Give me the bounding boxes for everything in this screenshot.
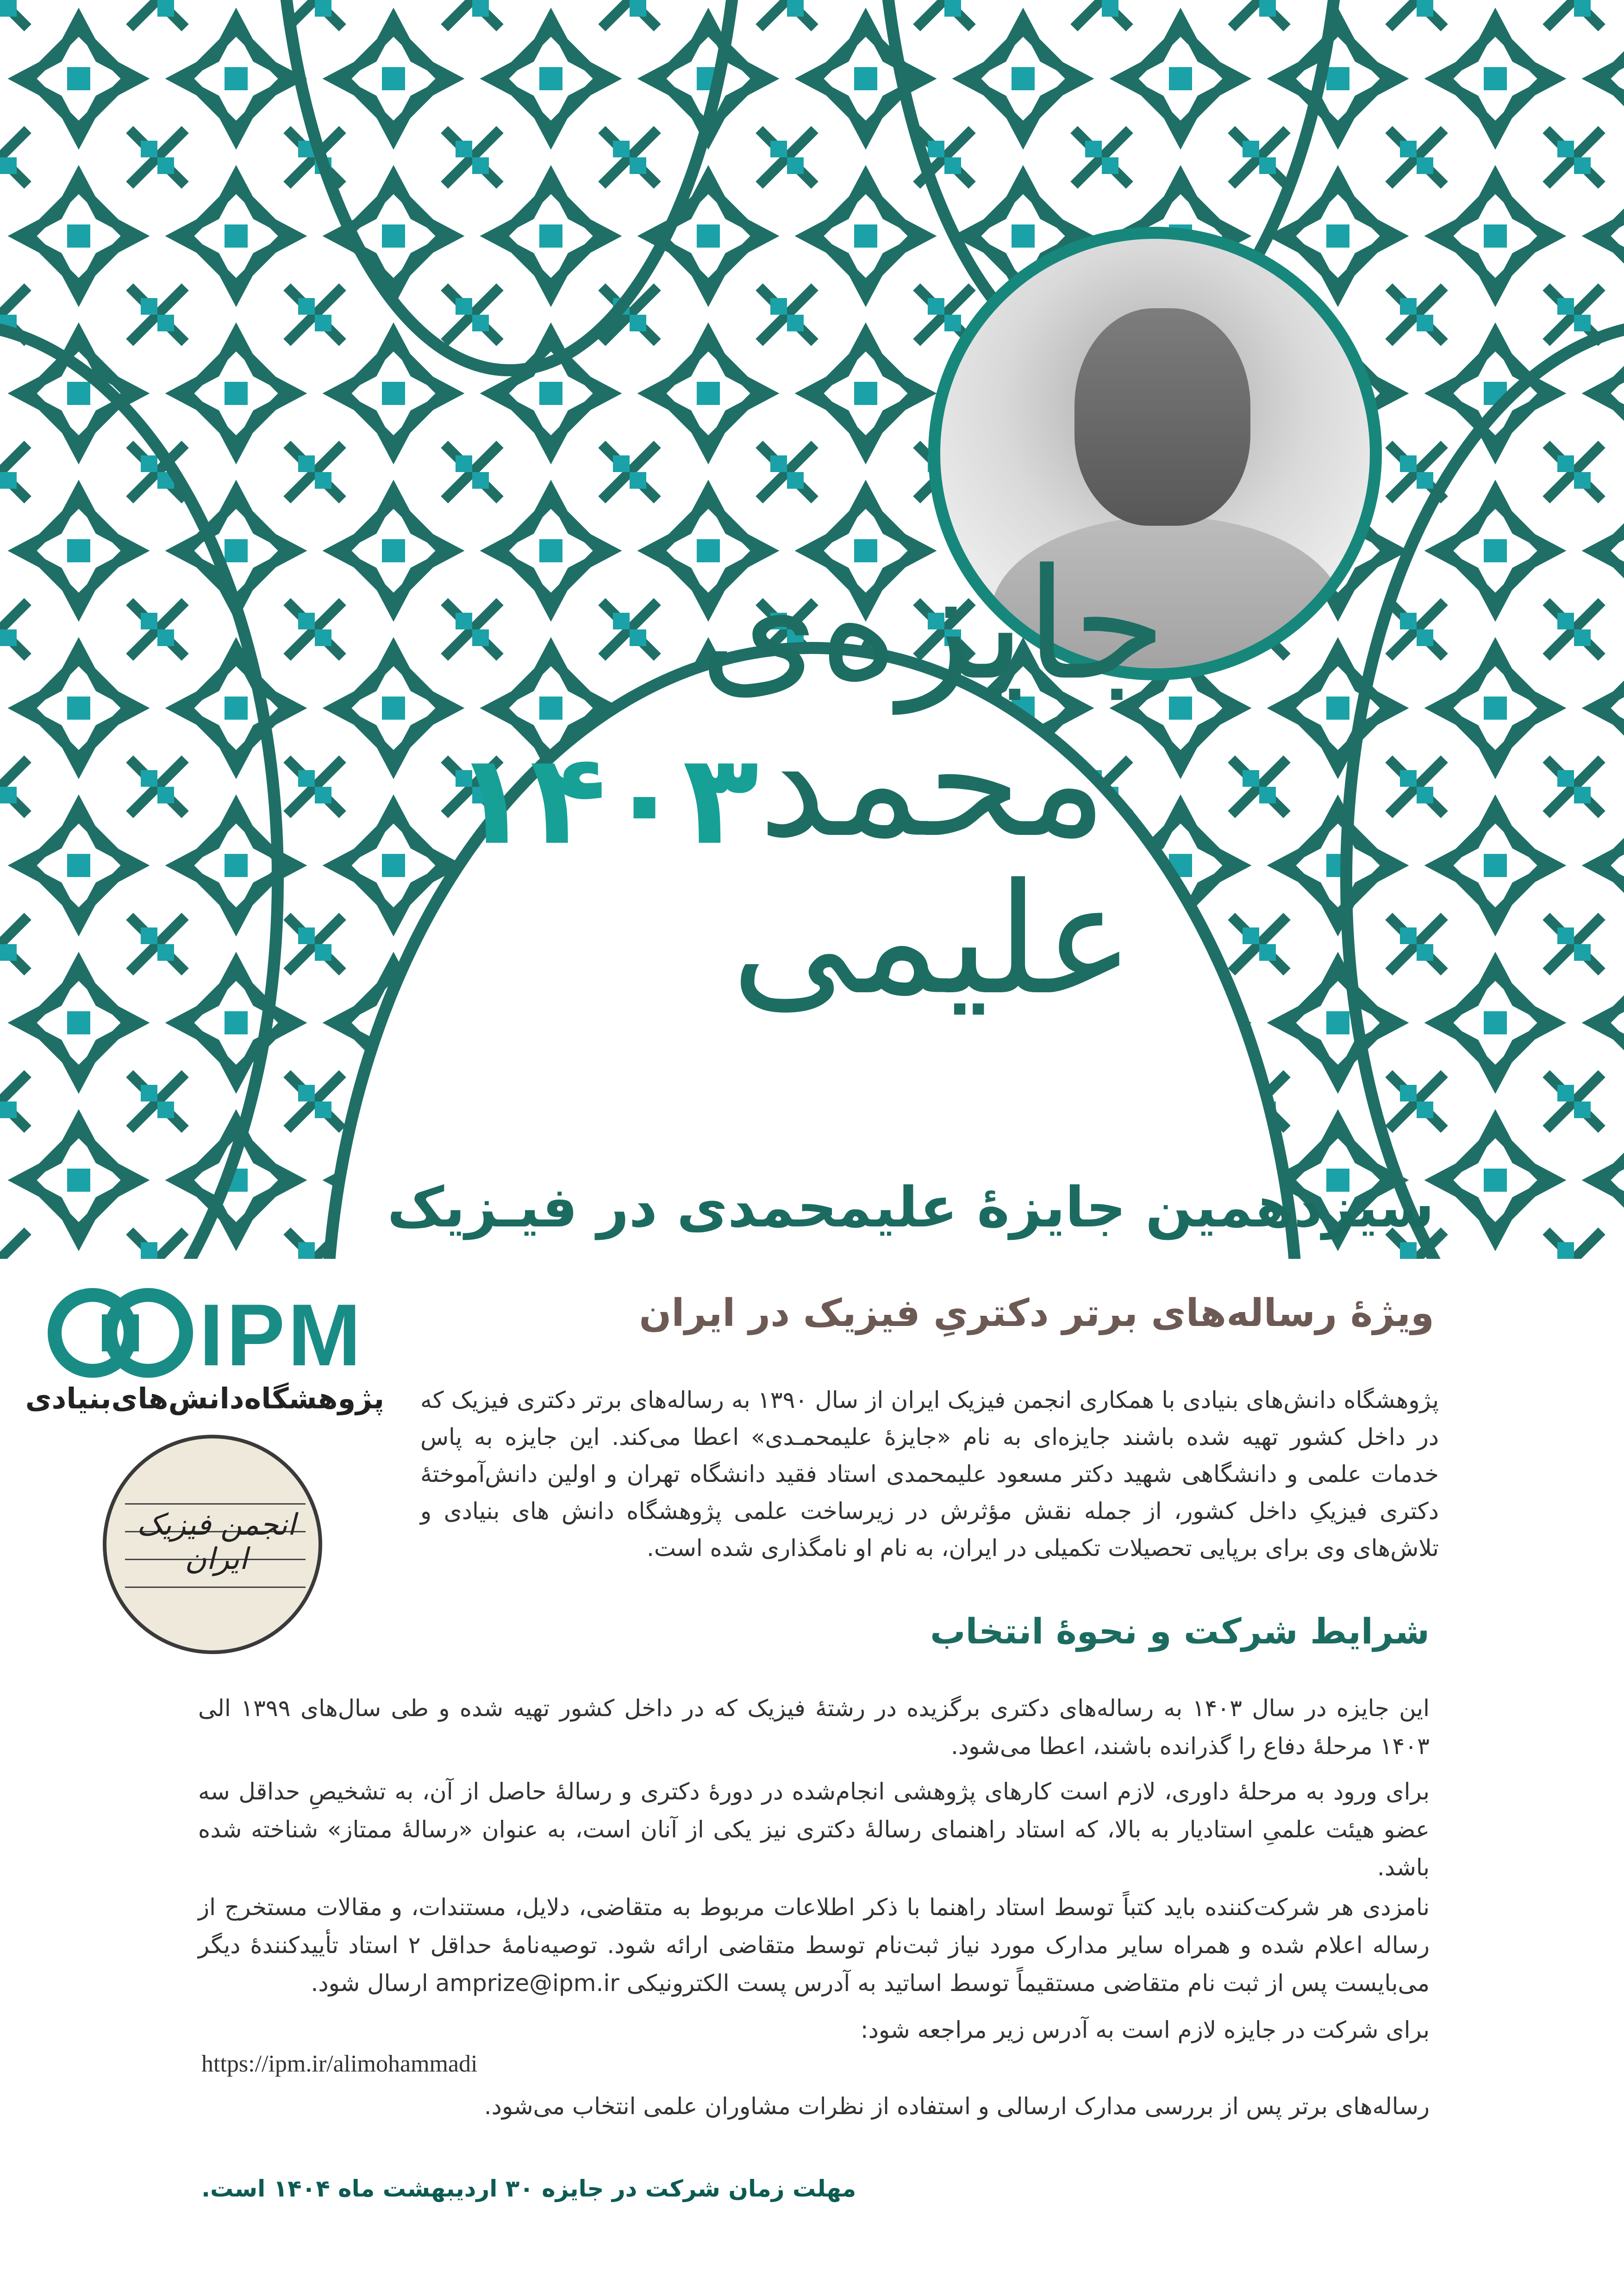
staff-line xyxy=(125,1503,306,1505)
page-title: سیزدهمین جایزهٔ علیمحمدی در فیـزیک xyxy=(387,1176,1434,1240)
portrait-face xyxy=(1074,308,1250,526)
condition-paragraph: این جایزه در سال ۱۴۰۳ به رساله‌های دکتری برگزیده در رشتهٔ فیزیک که در داخل کشور تهیه شده و طی سال‌های ۱۳۹۹ الی ۱۴۰۳ مرحلهٔ دفاع را گذرانده باشند، اعطا می‌شود. xyxy=(198,1695,1430,1760)
ipm-logo-subtitle: پژوهشگاه‌دانش‌های‌بنیادی xyxy=(25,1381,384,1415)
conditions-heading: شرایط شرکت و نحوهٔ انتخاب xyxy=(930,1611,1430,1652)
condition-paragraph: برای شرکت در جایزه لازم است به آدرس زیر مراجعه شود: xyxy=(860,2016,1430,2043)
selection-paragraph: رساله‌های برتر پس از بررسی مدارک ارسالی و استفاده از نظرات مشاوران علمی انتخاب می‌شود. xyxy=(484,2093,1430,2120)
condition-paragraph: برای ورود به مرحلهٔ داوری، لازم است کارهای پژوهشی انجام‌شده در دورهٔ دکتری و رسالهٔ حاصل از آن، به تشخیصِ حداقل سه عضو هیئت علمیِ استادیار به بالا، که استاد راهنمای رسالهٔ دکتری نیز یکی از آنان است، به عنوان «رسالهٔ ممتاز» شناخته شده باشد. xyxy=(198,1778,1430,1881)
registration-link[interactable]: https://ipm.ir/alimohammadi xyxy=(201,2051,478,2077)
award-year: ۱۴۰۳ xyxy=(454,727,759,872)
ipm-logo xyxy=(25,1286,389,1430)
staff-line xyxy=(125,1587,306,1588)
award-calligraphy-logo: جایزه‌ی محمد علیمی xyxy=(699,536,1167,1028)
intro-paragraph: پژوهشگاه دانش‌های بنیادی با همکاری انجمن فیزیک ایران از سال ۱۳۹۰ به رساله‌های برتر دکتری فیزیک که در داخل کشور تهیه شده باشند جایزه‌ای به نام «جایزهٔ علیمحمـدی» اعطا می‌کند. این جایزه به پاس خدمات علمی و دانشگاهی شهید دکتر مسعود علیمحمدی استاد فقید دانشگاه تهران و اولین دانش‌آموختهٔ دکتری فیزیکِ داخل کشور، از جمله نقش مؤثرش در زیرساخت علمی پژوهشگاه دانش های بنیادی و تلاش‌های وی برای برپایی تحصیلات تکمیلی در ایران، به نام او نامگذاری شده است. xyxy=(420,1387,1439,1562)
physics-society-logo-text: انجمن فیزیک ایران xyxy=(137,1508,296,1576)
ipm-logo-text: IPM xyxy=(199,1286,364,1384)
deadline-note: مهلت زمان شرکت در جایزه ۳۰ اردیبهشت ماه ۱۴۰۴ است. xyxy=(201,2175,856,2202)
physics-society-logo xyxy=(103,1435,322,1654)
ipm-emblem-icon xyxy=(46,1287,194,1379)
page-subtitle: ویژهٔ رساله‌های برتر دکتریِ فیزیک در ایران xyxy=(639,1291,1434,1335)
condition-paragraph: نامزدی هر شرکت‌کننده باید کتباً توسط استاد راهنما با ذکر اطلاعات مربوط به متقاضی، دلایل، مستندات، و مقالات مستخرج از رساله اعلام شده و همراه سایر مدارک مورد نیاز ثبت‌نام توسط متقاضی ارائه شود. توصیه‌نامهٔ حداقل ۲ استاد تأییدکنندهٔ دیگر می‌بایست پس از ثبت نام متقاضی مستقیماً توسط اساتید به آدرس پست الکترونیکی amprize@ipm.ir ارسال شود. xyxy=(198,1894,1430,1997)
